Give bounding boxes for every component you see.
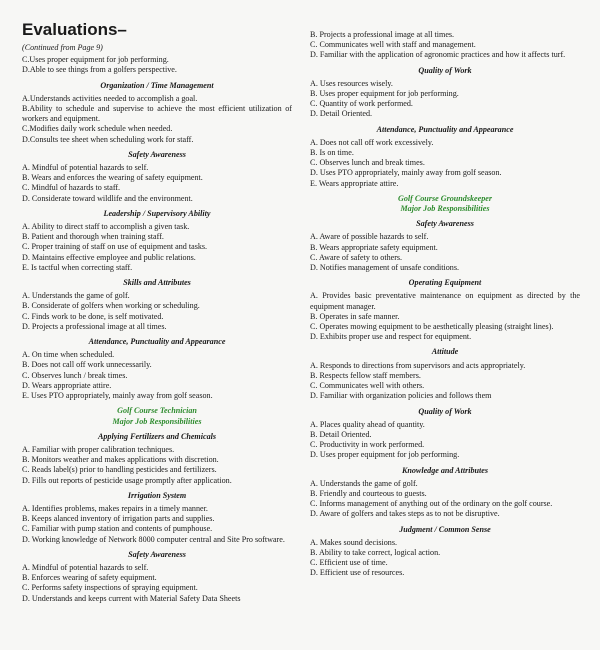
list-item: D. Uses proper equipment for job performing. [310, 450, 460, 460]
right-column [310, 20, 580, 650]
list-item: D.Able to see things from a golfers perspective. [22, 65, 177, 75]
list-item: D. Wears appropriate attire. [22, 380, 112, 390]
list-item: D. Detail Oriented. [310, 109, 373, 119]
list-item: B. Operates in safe manner. [310, 311, 400, 321]
list-item: B. Uses proper equipment for job performing. [310, 89, 459, 99]
list-item: D. Efficient use of resources. [310, 568, 405, 578]
list-item: A. Familiar with proper calibration techniques. [22, 444, 175, 454]
list-item: B. Projects a professional image at all times. [310, 30, 455, 39]
list-item: A. On time when scheduled. [22, 350, 115, 360]
list-item: B. Enforces wearing of safety equipment. [22, 573, 157, 583]
list-item: D. Working knowledge of Network 8000 computer central and Site Pro software. [22, 534, 285, 544]
section-heading: Quality of Work [418, 65, 472, 75]
list-item: D. Projects a professional image at all times. [22, 321, 167, 331]
list-item: A. Understands the game of golf. [22, 291, 130, 301]
list-item: B. Wears appropriate safety equipment. [310, 242, 438, 252]
section-heading: Attendance, Punctuality and Appearance [88, 337, 226, 347]
list-item: C. Efficient use of time. [310, 558, 388, 568]
list-item: C. Mindful of hazards to staff. [22, 183, 121, 193]
list-item: B.Ability to schedule and supervise to achieve the most efficient utilization of workers and equipment. [22, 104, 292, 124]
list-item: C. Finds work to be done, is self motivated. [22, 311, 164, 321]
list-item: C. Communicates well with others. [310, 381, 425, 391]
section-heading: Safety Awareness [128, 149, 186, 159]
list-item: D. Understands and keeps current with Material Safety Data Sheets [22, 593, 241, 603]
list-item: A. Places quality ahead of quantity. [310, 419, 425, 429]
list-item: D. Familiar with the application of agronomic practices and how it affects turf. [310, 50, 566, 60]
list-item: D.Consults tee sheet when scheduling work for staff. [22, 134, 194, 144]
list-item: A. Uses resources wisely. [310, 78, 393, 88]
list-item: B. Ability to take correct, logical action. [310, 547, 441, 557]
section-heading: Judgment / Common Sense [399, 524, 491, 534]
list-item: A. Ability to direct staff to accomplish a given task. [22, 222, 190, 232]
job-title-heading: Golf Course Groundskeeper [398, 193, 492, 203]
list-item: A. Aware of possible hazards to self. [310, 232, 429, 242]
list-item: B. Respects fellow staff members. [310, 370, 421, 380]
list-item: E. Is tactful when correcting staff. [22, 262, 133, 272]
list-item: D. Notifies management of unsafe conditions. [310, 263, 460, 273]
list-item: B. Considerate of golfers when working or scheduling. [22, 301, 200, 311]
list-item: D. Exhibits proper use and respect for equipment. [310, 332, 472, 342]
section-heading: Organization / Time Management [100, 80, 214, 90]
left-column [22, 20, 292, 650]
list-item: C. Reads label(s) prior to handling pesticides and fertilizers. [22, 465, 217, 475]
list-item: C. Quantity of work performed. [310, 99, 413, 109]
list-item: D. Uses PTO appropriately, mainly away from golf season. [310, 168, 502, 178]
section-heading: Applying Fertilizers and Chemicals [97, 431, 217, 441]
section-heading: Irrigation System [127, 490, 187, 500]
section-heading: Leadership / Supervisory Ability [103, 208, 211, 218]
list-item: D. Considerate toward wildlife and the environment. [22, 193, 193, 203]
list-item: A. Mindful of potential hazards to self. [22, 562, 149, 572]
list-item: D. Aware of golfers and takes steps as to not be disruptive. [310, 509, 500, 519]
list-item: A. Responds to directions from supervisors and acts appropriately. [310, 360, 526, 370]
continued-note: (Continued from Page 9) [22, 43, 103, 52]
list-item: D. Familiar with organization policies and follows them [310, 391, 492, 401]
list-item: B. Patient and thorough when training staff. [22, 232, 164, 242]
section-heading: Quality of Work [418, 406, 472, 416]
list-item: A. Does not call off work excessively. [310, 137, 434, 147]
section-heading: Safety Awareness [416, 219, 474, 229]
list-item: B. Detail Oriented. [310, 429, 372, 439]
section-heading: Safety Awareness [128, 549, 186, 559]
section-heading: Knowledge and Attributes [401, 465, 489, 475]
list-item: C. Communicates well with staff and management. [310, 40, 476, 50]
list-item: C.Modifies daily work schedule when needed. [22, 124, 173, 134]
list-item: C. Informs management of anything out of the ordinary on the golf course. [310, 499, 553, 509]
list-item: C. Performs safety inspections of spraying equipment. [22, 583, 198, 593]
section-heading: Attendance, Punctuality and Appearance [376, 124, 514, 134]
list-item: C. Familiar with pump station and contents of pumphouse. [22, 524, 213, 534]
list-item: C.Uses proper equipment for job performing. [22, 55, 169, 65]
job-subtitle-heading: Major Job Responsibilities [112, 416, 202, 426]
section-heading: Attitude [431, 347, 459, 357]
list-item: B. Wears and enforces the wearing of safety equipment. [22, 173, 203, 183]
list-item: A.Understands activities needed to accomplish a goal. [22, 93, 198, 103]
list-item: C. Observes lunch and break times. [310, 158, 425, 168]
list-item: A. Mindful of potential hazards to self. [22, 163, 149, 173]
list-item: D. Maintains effective employee and public relations. [22, 252, 196, 262]
section-heading: Operating Equipment [408, 278, 482, 288]
page-title: Evaluations– [22, 20, 127, 39]
list-item: B. Is on time. [310, 148, 354, 158]
list-item: A. Makes sound decisions. [310, 537, 397, 547]
list-item: B. Monitors weather and makes applications with discretion. [22, 455, 219, 465]
list-item: E. Wears appropriate attire. [310, 178, 399, 188]
list-item: C. Operates mowing equipment to be aesthetically pleasing (straight lines). [310, 322, 554, 332]
list-item: C. Aware of safety to others. [310, 252, 403, 262]
list-item: E. Uses PTO appropriately, mainly away from golf season. [22, 391, 213, 401]
list-item: A. Understands the game of golf. [310, 478, 418, 488]
list-item: B. Does not call off work unnecessarily. [22, 360, 152, 370]
list-item: B. Keeps alanced inventory of irrigation parts and supplies. [22, 514, 215, 524]
list-item: A. Provides basic preventative maintenance on equipment as directed by the equipment manager. [310, 291, 580, 311]
section-heading: Skills and Attributes [123, 278, 191, 288]
list-item: C. Productivity in work performed. [310, 440, 425, 450]
list-item: D. Fills out reports of pesticide usage promptly after application. [22, 475, 232, 485]
job-subtitle-heading: Major Job Responsibilities [400, 204, 490, 214]
list-item: C. Proper training of staff on use of equipment and tasks. [22, 242, 208, 252]
list-item: B. Friendly and courteous to guests. [310, 488, 427, 498]
list-item: A. Identifies problems, makes repairs in a timely manner. [22, 503, 208, 513]
job-title-heading: Golf Course Technician [117, 406, 197, 416]
list-item: C. Observes lunch / break times. [22, 370, 128, 380]
